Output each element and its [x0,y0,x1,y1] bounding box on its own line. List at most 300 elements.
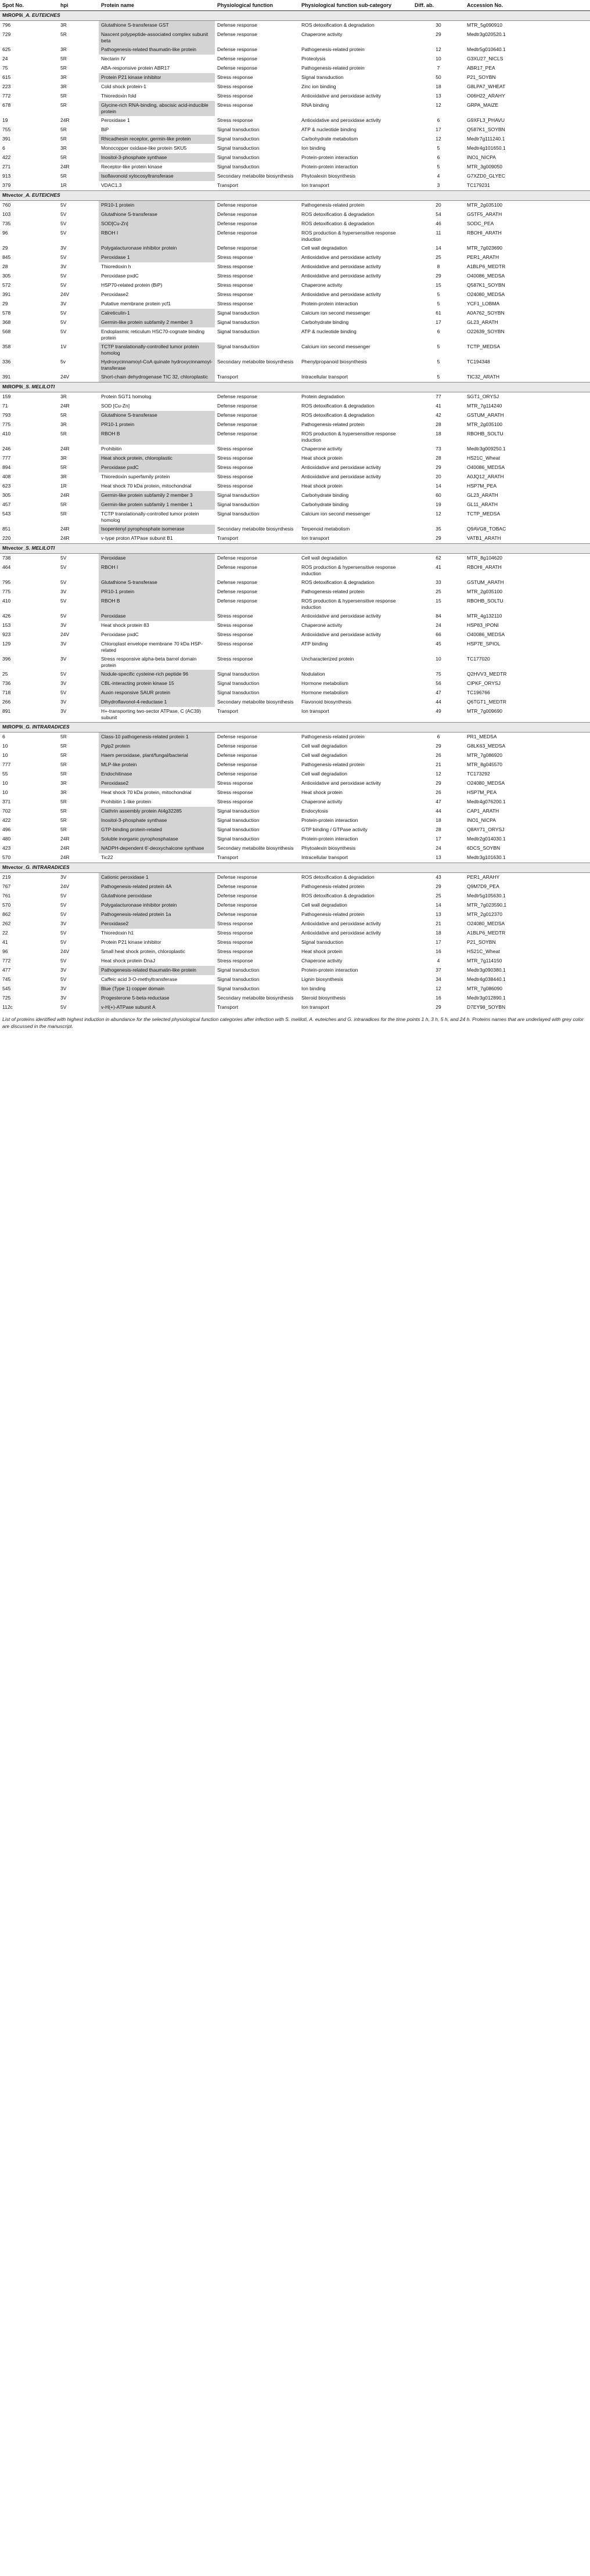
cell-protein-name: Isopentenyl pyrophosphate isomerase [99,525,215,534]
cell-accession: HSP7E_SPIOL [467,641,501,647]
cell-diff-ab: 8 [437,264,440,269]
cell-function: Secondary metabolite biosynthesis [217,173,294,179]
section-title-prefix: Mtvector_ [2,864,26,870]
cell-function: Signal transduction [217,827,260,832]
cell-diff-ab: 46 [436,221,441,226]
cell-protein-name: Glutathione S-transferase [99,578,215,587]
cell-subcategory: Calcium ion second messenger [301,344,370,349]
cell-hpi: 5V [60,202,67,208]
cell-subcategory: Nodulation [301,671,325,677]
cell-function: Signal transduction [217,492,260,498]
cell-accession: MTR_7g023690 [467,245,502,251]
cell-spot-no: 266 [2,699,11,705]
cell-diff-ab: 5 [437,344,440,349]
cell-spot-no: 223 [2,84,11,89]
cell-function: Stress response [217,102,253,108]
cell-protein-name: Thioredoxin h1 [101,930,134,936]
section-title [0,723,590,733]
cell-protein-name: Caffeic acid 3-O-methyltransferase [101,976,178,982]
cell-diff-ab: 41 [436,403,441,409]
cell-subcategory: Carbohydrate binding [301,319,349,325]
cell-diff-ab: 12 [436,46,441,52]
table-row [0,82,590,92]
cell-subcategory: Endocytosis [301,808,328,814]
cell-spot-no: 368 [2,319,11,325]
cell-subcategory: Cell wall degradation [301,245,347,251]
cell-spot-no: 408 [2,474,11,479]
cell-spot-no: 760 [2,202,11,208]
table-row [0,873,590,883]
table-row [0,116,590,125]
cell-diff-ab: 7 [437,65,440,71]
cell-hpi: 5V [60,319,67,325]
table-row [0,910,590,919]
cell-subcategory: Phytoalexin biosynthesis [301,845,356,851]
cell-diff-ab: 12 [436,986,441,991]
cell-subcategory: RNA binding [301,102,329,108]
cell-accession: PER1_ARAHY [467,874,500,880]
cell-diff-ab: 6 [437,154,440,160]
cell-protein-name: v-H(+)-ATPase subunit A [99,1003,215,1012]
table-row [0,751,590,760]
cell-spot-no: 772 [2,958,11,964]
cell-subcategory: Antioxidative and peroxidase activity [301,921,382,926]
cell-function: Stress response [217,273,253,279]
cell-function: Defense response [217,31,257,37]
cell-subcategory: Chaperone activity [301,622,343,628]
cell-accession: Q587K1_SOYBN [467,282,505,288]
cell-hpi: 3R [60,421,67,427]
cell-accession: Medtr4g076200.1 [467,799,506,804]
cell-spot-no: 129 [2,641,11,647]
cell-function: Signal transduction [217,967,260,973]
cell-hpi: 5V [60,254,67,260]
table-row [0,807,590,816]
cell-function: Transport [217,374,239,380]
cell-diff-ab: 20 [436,474,441,479]
cell-accession: MTR_2g012370 [467,911,502,917]
cell-subcategory: Signal transduction [301,939,344,945]
cell-function: Stress response [217,291,253,297]
cell-spot-no: 625 [2,46,11,52]
cell-function: Stress response [217,613,253,619]
cell-protein-name: Putative membrane protein ycf1 [101,301,171,306]
cell-function: Signal transduction [217,319,260,325]
cell-accession: O22639_SOYBN [467,329,505,334]
cell-function: Signal transduction [217,690,260,695]
cell-protein-name: SOD [Cu-Zn] [101,403,130,409]
cell-hpi: 3R [60,84,67,89]
cell-spot-no: 615 [2,74,11,80]
table-row [0,844,590,853]
cell-accession: GL23_ARATH [467,319,498,325]
cell-diff-ab: 3 [437,182,440,188]
cell-hpi: 5V [60,579,67,585]
cell-function: Stress response [217,789,253,795]
table-row [0,679,590,688]
cell-function: Signal transduction [217,502,260,507]
cell-diff-ab: 16 [436,948,441,954]
cell-subcategory: Protein-protein interaction [301,154,358,160]
cell-protein-name: Peroxidase pxdC [101,632,139,637]
cell-hpi: 3V [60,245,67,251]
cell-hpi: 24R [60,403,70,409]
cell-hpi: 24R [60,836,70,842]
cell-diff-ab: 54 [436,211,441,217]
cell-spot-no: 24 [2,56,8,62]
table-row [0,947,590,957]
cell-protein-name: Isoflavonoid xylocosyltransferase [99,172,215,181]
cell-function: Stress response [217,921,253,926]
cell-protein-name: Pgip2 protein [99,742,215,751]
cell-spot-no: 568 [2,329,11,334]
cell-spot-no: 410 [2,431,11,436]
table-row [0,135,590,144]
cell-function: Defense response [217,403,257,409]
cell-subcategory: Cell wall degradation [301,771,347,777]
cell-accession: Q9M7D9_PEA [467,883,499,889]
cell-diff-ab: 15 [436,282,441,288]
table-row [0,966,590,975]
cell-accession: CAP1_ARATH [467,808,499,814]
cell-accession: Medtr3g009250.1 [467,446,506,452]
cell-diff-ab: 16 [436,995,441,1001]
cell-protein-name: PR10-1 protein [99,201,215,211]
cell-function: Stress response [217,622,253,628]
cell-accession: CIPKF_ORYSJ [467,680,501,686]
cell-accession: G7XZD0_GLYEC [467,173,505,179]
cell-hpi: 5R [60,799,67,804]
cell-subcategory: Ion transport [301,182,329,188]
table-row [0,272,590,281]
cell-protein-name: Progesterone 5-beta-reductase [99,994,215,1003]
table-row [0,707,590,723]
cell-function: Stress response [217,483,253,489]
cell-protein-name: TCTP translationally-controlled tumor protein homolog [101,511,199,523]
cell-protein-name: Protein P21 kinase inhibitor [99,73,215,82]
cell-spot-no: 379 [2,182,11,188]
cell-diff-ab: 12 [436,136,441,142]
section-title-prefix: Mtvector_ [2,192,26,198]
table-row [0,92,590,101]
cell-subcategory: Phenylpropanoid biosynthesis [301,359,367,365]
cell-diff-ab: 30 [436,22,441,28]
cell-subcategory: Ion transport [301,708,329,714]
cell-function: Defense response [217,202,257,208]
table-row [0,358,590,373]
cell-protein-name: Inositol-3-phosphate synthase [99,153,215,163]
cell-accession: Medtr4g101650.1 [467,145,506,151]
cell-function: Defense response [217,421,257,427]
cell-hpi: 5R [60,734,67,739]
cell-protein-name: Thioredoxin h [101,264,131,269]
table-row [0,892,590,901]
table-row [0,688,590,698]
cell-spot-no: 75 [2,65,8,71]
cell-spot-no: 457 [2,502,11,507]
cell-protein-name: Peroxidase2 [99,919,215,929]
cell-accession: MTR_4g132110 [467,613,502,619]
cell-protein-name: Receptor-like protein kinase [101,164,163,169]
cell-function: Stress response [217,948,253,954]
cell-accession: RBOHI_ARATH [467,564,502,570]
cell-diff-ab: 77 [436,394,441,399]
cell-function: Stress response [217,780,253,786]
cell-hpi: 5R [60,154,67,160]
section-header [0,723,590,733]
cell-hpi: 24R [60,526,70,532]
cell-subcategory: Calcium ion second messenger [301,310,370,316]
cell-diff-ab: 5 [437,164,440,169]
cell-diff-ab: 12 [436,511,441,517]
cell-hpi: 3R [60,474,67,479]
cell-function: Secondary metabolite biosynthesis [217,359,294,365]
table-row [0,281,590,290]
cell-accession: Q6TGT1_MEDTR [467,699,507,705]
cell-subcategory: Signal transduction [301,74,344,80]
section-title-organism: G. INTRARADICES [26,864,70,870]
cell-diff-ab: 19 [436,502,441,507]
section-header [0,863,590,873]
cell-diff-ab: 60 [436,492,441,498]
cell-hpi: 5V [60,911,67,917]
cell-accession: MTR_2g035100 [467,421,502,427]
table-row [0,463,590,472]
cell-function: Stress response [217,117,253,123]
cell-protein-name: Inositol-3-phosphate synthase [99,816,215,825]
table-row [0,125,590,135]
cell-subcategory: Intracellular transport [301,374,348,380]
protein-table [0,0,590,1012]
cell-subcategory: Protein-protein interaction [301,967,358,973]
cell-diff-ab: 28 [436,827,441,832]
cell-diff-ab: 47 [436,690,441,695]
cell-protein-name: Protein P21 kinase inhibitor [101,939,161,945]
cell-spot-no: 913 [2,173,11,179]
cell-subcategory: Antioxidative and peroxidase activity [301,474,382,479]
cell-function: Signal transduction [217,127,260,132]
cell-spot-no: 262 [2,921,11,926]
cell-protein-name: Nectarin IV [101,56,126,62]
cell-accession: Medtr7g111240.1 [467,136,505,142]
cell-protein-name: Peroxidase [99,554,215,564]
cell-diff-ab: 17 [436,319,441,325]
cell-function: Defense response [217,579,257,585]
cell-accession: INO1_NICPA [467,817,496,823]
cell-spot-no: 578 [2,310,11,316]
cell-protein-name: Pathogenesis-related thaumatin-like protein [99,45,215,55]
cell-accession: P21_SOYBN [467,74,496,80]
cell-protein-name: Prohibitin [101,446,122,452]
cell-protein-name: Haem peroxidase, plant/fungal/bacterial [99,751,215,760]
cell-hpi: 3V [60,921,67,926]
cell-subcategory: Chaperone activity [301,282,343,288]
cell-function: Stress response [217,254,253,260]
cell-hpi: 24R [60,845,70,851]
cell-function: Defense response [217,883,257,889]
table-row [0,420,590,430]
cell-protein-name: RBOH B [99,430,215,445]
cell-diff-ab: 14 [436,483,441,489]
cell-accession: O24080_MEDSA [467,921,505,926]
table-row [0,534,590,544]
cell-subcategory: Proteolysis [301,56,326,62]
table-row [0,587,590,597]
cell-spot-no: 422 [2,817,11,823]
cell-spot-no: 718 [2,690,11,695]
cell-subcategory: Hormone metabolism [301,690,348,695]
cell-spot-no: 572 [2,282,11,288]
cell-protein-name: Calreticulin-1 [99,309,215,318]
cell-accession: TC173292 [467,771,490,777]
cell-hpi: 5V [60,282,67,288]
cell-function: Secondary metabolite biosynthesis [217,995,294,1001]
cell-diff-ab: 26 [436,789,441,795]
cell-function: Defense response [217,911,257,917]
table-row [0,597,590,612]
cell-diff-ab: 13 [436,93,441,99]
cell-protein-name: Peroxidase 1 [99,253,215,262]
table-row [0,984,590,994]
cell-hpi: 3V [60,589,67,594]
cell-diff-ab: 56 [436,680,441,686]
section-header [0,544,590,554]
cell-accession: TCTP_MEDSA [467,511,501,517]
cell-diff-ab: 18 [436,431,441,436]
cell-spot-no: 10 [2,752,8,758]
cell-spot-no: 745 [2,976,11,982]
cell-subcategory: Antioxidative and peroxidase activity [301,613,382,619]
cell-subcategory: ATP & nucleotide binding [301,127,357,132]
cell-spot-no: 422 [2,154,11,160]
cell-accession: G8LK63_MEDSA [467,743,506,749]
cell-accession: G3XU27_NICLS [467,56,503,62]
cell-subcategory: Antioxidative and peroxidase activity [301,264,382,269]
cell-subcategory: Heat shock protein [301,483,343,489]
cell-diff-ab: 11 [436,230,441,236]
cell-subcategory: Heat shock protein [301,948,343,954]
cell-function: Signal transduction [217,976,260,982]
cell-hpi: 5v [60,359,66,365]
cell-spot-no: 153 [2,622,11,628]
cell-function: Stress response [217,301,253,306]
cell-hpi: 5R [60,808,67,814]
cell-spot-no: 10 [2,780,8,786]
cell-subcategory: Flavonoid biosynthesis [301,699,351,705]
cell-protein-name: Glutathione S-transferase GST [99,21,215,31]
table-row [0,621,590,630]
cell-hpi: 5V [60,902,67,908]
cell-spot-no: 894 [2,464,11,470]
cell-subcategory: ROS detoxification & degradation [301,221,375,226]
cell-diff-ab: 20 [436,202,441,208]
cell-accession: SODC_PEA [467,221,494,226]
table-row [0,630,590,640]
cell-spot-no: 480 [2,836,11,842]
cell-protein-name: RBOH I [99,563,215,578]
cell-spot-no: 305 [2,492,11,498]
cell-function: Signal transduction [217,145,260,151]
cell-hpi: 24R [60,446,70,452]
section-title-prefix: MtROP9i_ [2,384,26,389]
cell-subcategory: ROS production & hypersensitive response induction [301,431,396,443]
cell-diff-ab: 17 [436,836,441,842]
cell-spot-no: 923 [2,632,11,637]
cell-accession: Medtr2g014030.1 [467,836,506,842]
cell-function: Stress response [217,446,253,452]
cell-accession: YCF1_LOBMA [467,301,500,306]
cell-spot-no: 219 [2,874,11,880]
cell-protein-name: Glutathione S-transferase [99,411,215,420]
cell-accession: HSP83_IPONI [467,622,499,628]
cell-diff-ab: 29 [436,535,441,541]
cell-hpi: 5R [60,464,67,470]
cell-spot-no: 391 [2,291,11,297]
cell-hpi: 24V [60,291,70,297]
cell-accession: RBOHB_SOLTU [467,431,503,436]
section-title-organism: A. EUTEICHES [26,12,60,18]
cell-accession: O40086_MEDSA [467,273,505,279]
cell-protein-name: Short-chain dehydrogenase TIC 32, chloroplastic [99,373,215,383]
cell-subcategory: Steroid biosynthesis [301,995,346,1001]
table-row [0,64,590,73]
table-row [0,919,590,929]
cell-accession: Medtr4g038440.1 [467,976,506,982]
cell-protein-name: Thioredoxin superfamily protein [101,474,170,479]
table-row [0,760,590,770]
table-row [0,253,590,262]
cell-accession: MTR_2g035100 [467,202,502,208]
table-row [0,901,590,910]
cell-diff-ab: 5 [437,291,440,297]
cell-subcategory: Protein-protein interaction [301,836,358,842]
cell-protein-name: Peroxidase [99,612,215,621]
cell-spot-no: 6 [2,734,5,739]
table-row [0,445,590,454]
cell-function: Stress response [217,464,253,470]
cell-hpi: 5V [60,893,67,899]
cell-subcategory: Heat shock protein [301,455,343,461]
cell-spot-no: 22 [2,930,8,936]
cell-accession: MTR_7g023590.1 [467,902,507,908]
cell-spot-no: 862 [2,911,11,917]
cell-hpi: 1R [60,483,67,489]
cell-protein-name: BiP [101,127,109,132]
cell-accession: MTR_5g090910 [467,22,502,28]
cell-spot-no: 96 [2,230,8,236]
table-row [0,210,590,219]
cell-hpi: 5R [60,93,67,99]
cell-hpi: 3V [60,699,67,705]
table-row [0,73,590,82]
cell-subcategory: ATP & nucleotide binding [301,329,357,334]
cell-diff-ab: 6 [437,329,440,334]
cell-subcategory: GTP binding / GTPase activity [301,827,368,832]
section-title [0,863,590,873]
table-row [0,201,590,211]
cell-protein-name: Class-10 pathogenesis-related protein 1 [99,733,215,742]
cell-subcategory: Pathogenesis-related protein [301,911,365,917]
cell-hpi: 5V [60,1004,67,1010]
cell-function: Stress response [217,455,253,461]
cell-accession: Q587K1_SOYBN [467,127,505,132]
cell-hpi: 5V [60,555,67,561]
cell-spot-no: 10 [2,743,8,749]
cell-protein-name: Peroxidase2 [99,779,215,788]
cell-accession: SGT1_ORYSJ [467,394,499,399]
cell-accession: MTR_3g009050 [467,164,502,169]
cell-hpi: 5R [60,56,67,62]
